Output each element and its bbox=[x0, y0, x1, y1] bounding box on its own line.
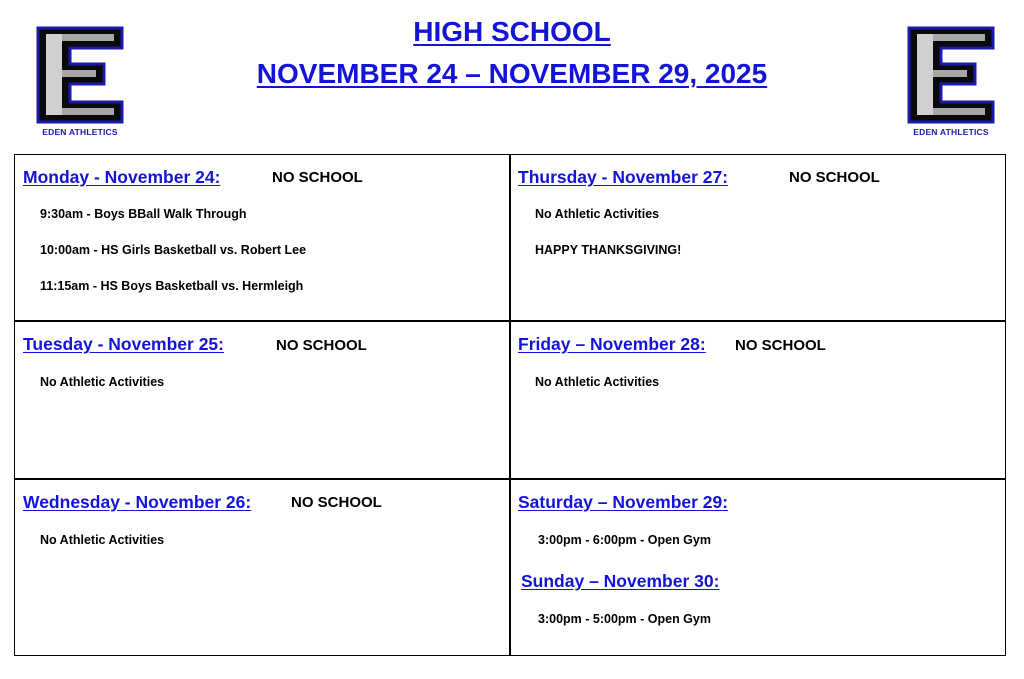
thursday-heading: Thursday - November 27: bbox=[518, 167, 729, 187]
sunday-event: 3:00pm - 5:00pm - Open Gym bbox=[538, 612, 711, 626]
saturday-heading: Saturday – November 29: bbox=[518, 492, 729, 512]
tuesday-no-school: NO SCHOOL bbox=[276, 337, 367, 354]
friday-heading: Friday – November 28: bbox=[518, 334, 706, 354]
thursday-event: No Athletic Activities bbox=[535, 207, 660, 221]
thursday-event: HAPPY THANKSGIVING! bbox=[535, 243, 682, 257]
page-subtitle-date-range: NOVEMBER 24 – NOVEMBER 29, 2025 bbox=[256, 58, 768, 89]
monday-event: 11:15am - HS Boys Basketball vs. Hermleigh bbox=[40, 279, 304, 293]
row-divider bbox=[14, 478, 1006, 480]
monday-event: 10:00am - HS Girls Basketball vs. Robert Lee bbox=[40, 243, 307, 257]
monday-no-school: NO SCHOOL bbox=[272, 169, 363, 186]
tuesday-heading: Tuesday - November 25: bbox=[23, 334, 224, 354]
thursday-no-school: NO SCHOOL bbox=[789, 169, 880, 186]
column-divider bbox=[509, 154, 511, 656]
page-title: HIGH SCHOOL bbox=[413, 16, 611, 47]
logo-caption: EDEN ATHLETICS bbox=[42, 127, 118, 137]
friday-event: No Athletic Activities bbox=[535, 375, 660, 389]
wednesday-heading: Wednesday - November 26: bbox=[23, 492, 252, 512]
logo-right bbox=[905, 26, 997, 137]
tuesday-event: No Athletic Activities bbox=[40, 375, 165, 389]
wednesday-event: No Athletic Activities bbox=[40, 533, 165, 547]
monday-heading: Monday - November 24: bbox=[23, 167, 221, 187]
row-divider bbox=[14, 320, 1006, 322]
eden-e-logo-icon bbox=[34, 26, 126, 126]
logo-left bbox=[34, 26, 126, 137]
sunday-heading: Sunday – November 30: bbox=[521, 571, 720, 591]
saturday-event: 3:00pm - 6:00pm - Open Gym bbox=[538, 533, 711, 547]
eden-e-logo-icon bbox=[905, 26, 997, 126]
logo-caption: EDEN ATHLETICS bbox=[913, 127, 989, 137]
friday-no-school: NO SCHOOL bbox=[735, 337, 826, 354]
wednesday-no-school: NO SCHOOL bbox=[291, 494, 382, 511]
monday-event: 9:30am - Boys BBall Walk Through bbox=[40, 207, 247, 221]
